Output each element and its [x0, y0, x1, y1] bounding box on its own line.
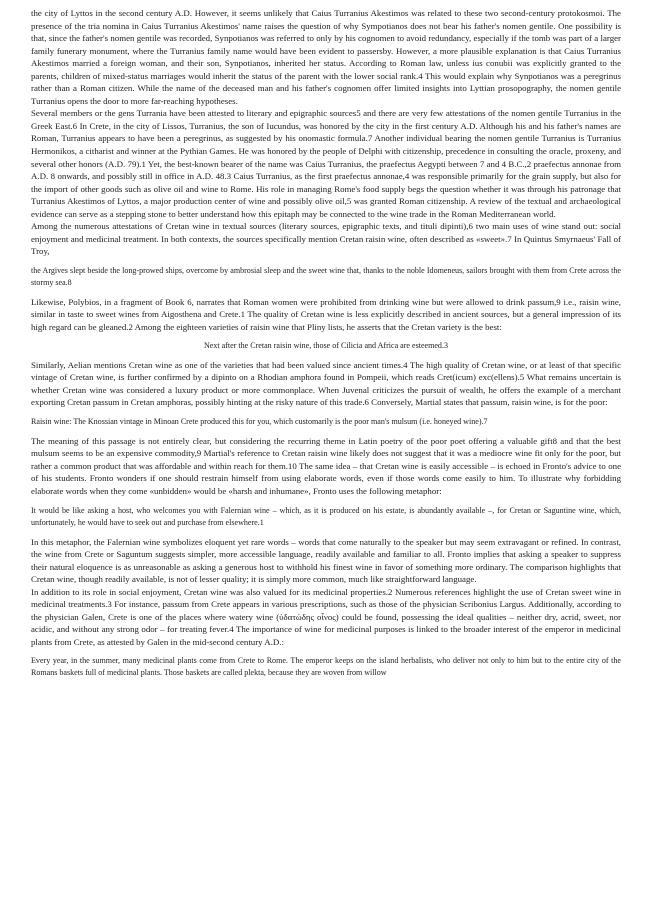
- paragraph-martial-meaning: The meaning of this passage is not entirely clear, but considering the recurring theme in Latin poetry of the poor poet offering a valuable gift8 and that the best mulsum seems to be an expensive commodity,9 Martial's reference to Cretan raisin wine likely does not suggest that it was a mediocre wine fit only for the poor, but rather a common product that was affordable and within reach for them.10 The same idea – that Cretan wine is easily accessible – is echoed in Fronto's advice to one of his students. Fronto wonders if one should restrain himself from using elaborate words, even if those words come easily to him. To illustrate why forbidding elaborate words when they come «unbidden» would be «harsh and inhumane», Fronto uses the following metaphor:: [31, 435, 621, 496]
- paragraph-gens-turrania: Several members or the gens Turrania have been attested to literary and epigraphic sources5 and there are very few attestations of the nomen gentile Turranius in the Greek East.6 In Crete, in the city of Lissos, Turranius, the son of Iucundus, was honored by the city in the first century A.D. Although his and his father's names are Roman, Turranius appears to have been a peregrinus, as suggested by his onomastic formula.7 Another individual bearing the nomen gentile Turranius is Turranius Hermonikos, a citharist and winner at the Pythian Games. He was honored by the people of Delphi with citizenship, precedence in consulting the oracle, proxeny, and several other honors (A.D. 79).1 Yet, the best-known bearer of the name was Caius Turranius, the praefectus Aegypti between 7 and 4 B.C.,2 praefectus annonae from A.D. 8 onwards, and possibly still in office in A.D. 48.3 Caius Turranius, as the first praefectus annonae,4 was responsible primarily for the grain supply, but also for the import of other goods such as olive oil and wine to Rome. His role in managing Rome's food supply begs the question whether it was through his patronage that Turranius Akestimos of Lyttos, a major production center of wine and possibly olive oil,5 was granted Roman citizenship. A review of the textual and archaeological evidence can serve as a stepping stone to better understand how this epitaph may be connected to the wine trade in the Roman Mediterranean world.: [31, 108, 621, 219]
- quote-pliny: Next after the Cretan raisin wine, those of Cilicia and Africa are esteemed.3: [204, 340, 448, 350]
- quote-fall-of-troy: the Argives slept beside the long-prowed ships, overcome by ambrosial sleep and the sweet wine that, thanks to the noble Idomeneus, sailors brought with them from Crete across the stormy sea.8: [31, 265, 621, 287]
- paragraph-turranius-akestimos: the city of Lyttos in the second century A.D. However, it seems unlikely that Caius Turranius Akestimos was related to these two second-century protokosmoi. The presence of the tria nomina in Caius Turranius Akestimos' name raises the question of why Sympotianos does not bear his father's nomen gentile. One possibility is that, since the father's nomen gentile was recorded, Synpotianos was referred to only by his cognomen to avoid redundancy, especially if the tomb was part of a larger family funerary monument, where the Turranius family name would have been evident to passersby. However, a more plausible explanation is that Caius Turranius Akestimos married a foreign woman, and their son, Synpotianos, inherited her status. According to Roman law, unless ius conubii was explicitly granted to the parents, children of mixed-status marriages would inherit the status of the parent with the lower social rank.4 This would explain why Synpotianos was a peregrinus rather than a Roman citizen. While the name of the deceased man and his father's cognomen offer limited insights into Lyttian prosopography, the nomen gentile Turranius opens the door to more far-reaching hypotheses.: [31, 8, 621, 106]
- paragraph-polybios: Likewise, Polybios, in a fragment of Book 6, narrates that Roman women were prohibited from drinking wine but were allowed to drink passum,9 i.e., raisin wine, similar in taste to sweet wines from Aigosthena and Crete.1 The quality of Cretan wine is less explicitly described in ancient sources, but a general impression of its high regard can be gleaned.2 Among the eighteen varieties of raisin wine that Pliny lists, he asserts that the Cretan variety is the best:: [31, 296, 621, 333]
- paragraph-cretan-wine-uses: Among the numerous attestations of Cretan wine in textual sources (literary sources, epigraphic texts, and tituli dipinti),6 two main uses of wine stand out: social enjoyment and medicinal treatment. In both contexts, the sources specifically mention Cretan raisin wine, often described as «sweet».7 In Quintus Smyrnaeus' Fall of Troy,: [31, 221, 621, 257]
- paragraph-aelian: Similarly, Aelian mentions Cretan wine as one of the varieties that had been valued since ancient times.4 The high quality of Cretan wine, or at least of that specific vintage of Cretan wine, is further confirmed by a dipinto on a Rhodian amphora found in Pompeii, which reads Cret(icum) exc(ellens).5 What remains uncertain is whether Cretan wine was considered a luxury product or more commonplace. When Juvenal criticizes the pursuit of wealth, he offers the example of a merchant exporting Cretan passum in Cretan amphoras, possibly hinting at the risky nature of this trade.6 Conversely, Martial states that passum, raisin wine, is for the poor:: [31, 359, 621, 408]
- quote-galen: Every year, in the summer, many medicinal plants come from Crete to Rome. The emperor keeps on the island herbalists, who deliver not only to him but to the entire city of the Romans baskets full of medicinal plants. Those baskets are called plekta, because they are woven from willow: [31, 656, 621, 678]
- paragraph-falernian-metaphor: In this metaphor, the Falernian wine symbolizes eloquent yet rare words – words that come naturally to the speaker but may seem extravagant or refined. In contrast, the wine from Crete or Saguntum suggests simpler, more accessible language, readily available and familiar to all. Fronto implies that asking a speaker to suppress their natural eloquence is as unreasonable as asking a generous host to withhold his finest wine in favor of something more ordinary. The comparison highlights that Cretan wine, though readily available, is not of lesser quality; it is simply more common, much like straightforward language.: [31, 536, 621, 585]
- quote-martial: Raisin wine: The Knossian vintage in Minoan Crete produced this for you, which customarily is the poor man's mulsum (i.e. honeyed wine).7: [31, 416, 488, 426]
- paragraph-medicinal-properties: In addition to its role in social enjoyment, Cretan wine was also valued for its medicinal properties.2 Numerous references highlight the use of Cretan sweet wine in medicinal treatments.3 For instance, passum from Crete appears in various prescriptions, such as those of the physician Scribonius Largus. Additionally, according to the physician Galen, Crete is one of the places where watery wine (ὑδατώδης οἶνος) could be found, possessing the ideal qualities – neither dry, acrid, sweet, nor acidic, and without any strong odor – for treating fever.4 The importance of wine for medicinal purposes is linked to the broader interest of the emperor in medicinal plants from Crete, as attested by Galen in the mid-second century A.D.:: [31, 586, 621, 647]
- quote-fronto: It would be like asking a host, who welcomes you with Falernian wine – which, as it is produced on his estate, is abundantly available –, for Cretan or Saguntine wine, which, unfortunately, he would have to seek out and purchase from elsewhere.1: [31, 505, 621, 527]
